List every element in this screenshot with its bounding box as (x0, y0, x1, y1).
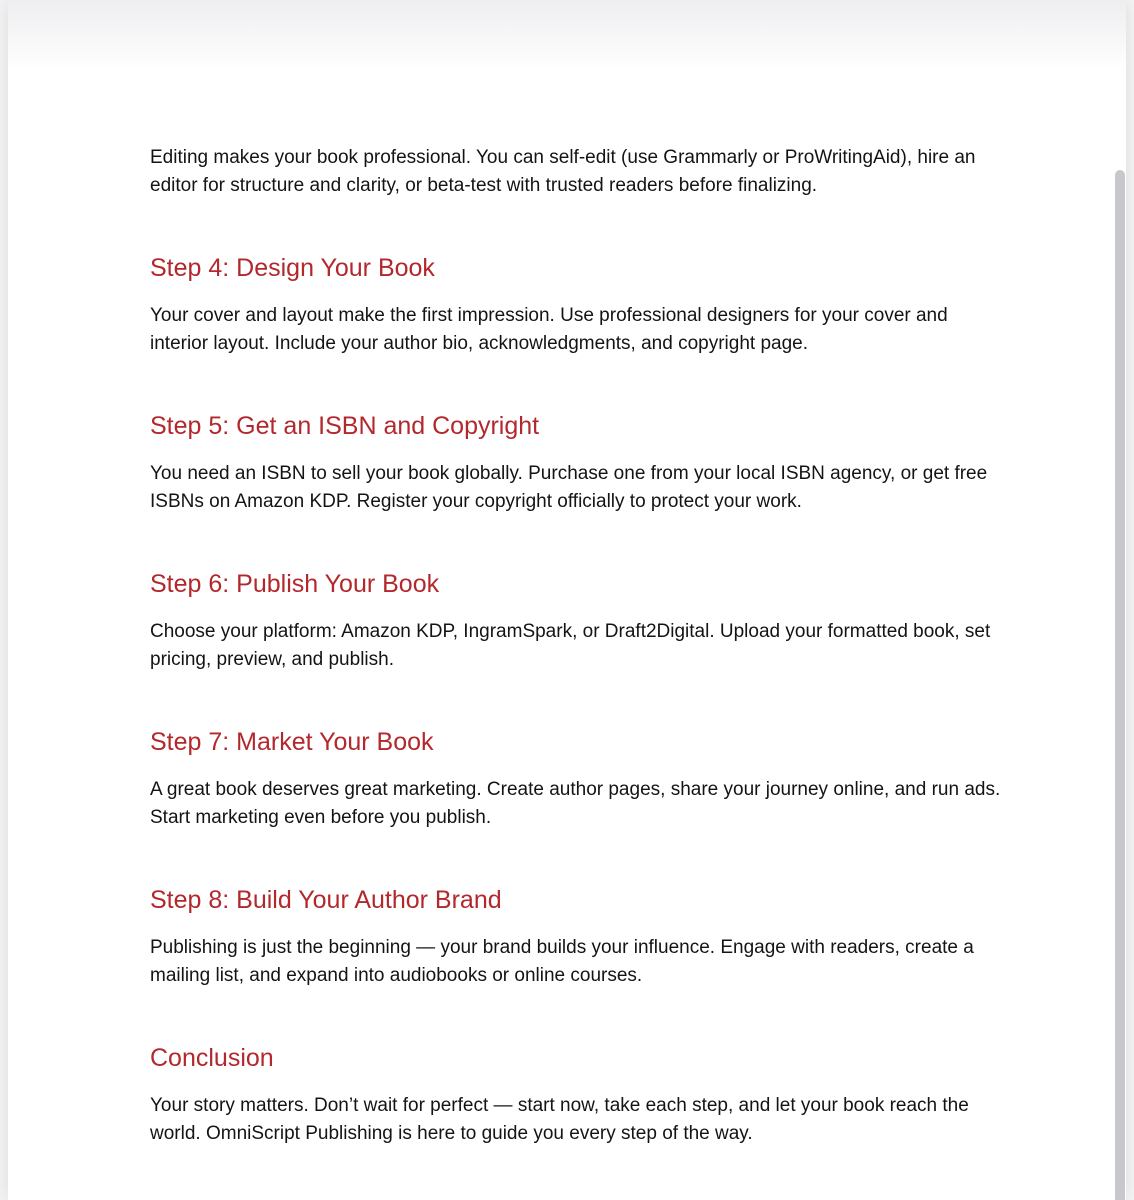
section-step-6 (150, 568, 1010, 674)
section-heading: Step 7: Market Your Book (150, 728, 434, 756)
intro-paragraph: Editing makes your book professional. You can self-edit (use Grammarly or ProWritingAid), hire an editor for structure and clarity, or beta-test with trusted readers before finalizing. (150, 147, 976, 196)
section-heading: Step 6: Publish Your Book (150, 570, 440, 598)
section-heading: Step 8: Build Your Author Brand (150, 886, 502, 914)
scrollbar-thumb[interactable] (1115, 170, 1125, 1200)
section-conclusion (150, 1042, 1010, 1148)
section-body: Publishing is just the beginning — your brand builds your influence. Engage with readers, create a mailing list, and expand into audiobooks or online courses. (150, 937, 974, 986)
page-top-fade (8, 0, 1126, 70)
section-body: You need an ISBN to sell your book globally. Purchase one from your local ISBN agency, or get free ISBNs on Amazon KDP. Register your copyright officially to protect your work. (150, 463, 988, 512)
document-page (8, 0, 1126, 1200)
section-body: Your story matters. Don’t wait for perfect — start now, take each step, and let your book reach the world. OmniScript Publishing is here to guide you every step of the way. (150, 1095, 969, 1144)
section-body: A great book deserves great marketing. Create author pages, share your journey online, and run ads. Start marketing even before you publish. (150, 779, 1001, 828)
document-content (150, 144, 1010, 1148)
section-body: Choose your platform: Amazon KDP, IngramSpark, or Draft2Digital. Upload your formatted book, set pricing, preview, and publish. (150, 621, 991, 670)
section-step-5 (150, 410, 1010, 516)
section-step-8 (150, 884, 1010, 990)
section-step-7 (150, 726, 1010, 832)
section-heading: Step 4: Design Your Book (150, 254, 435, 282)
section-heading: Step 5: Get an ISBN and Copyright (150, 412, 540, 440)
section-step-4 (150, 252, 1010, 358)
section-heading: Conclusion (150, 1044, 274, 1072)
section-body: Your cover and layout make the first impression. Use professional designers for your cover and interior layout. Include your author bio, acknowledgments, and copyright page. (150, 305, 948, 354)
